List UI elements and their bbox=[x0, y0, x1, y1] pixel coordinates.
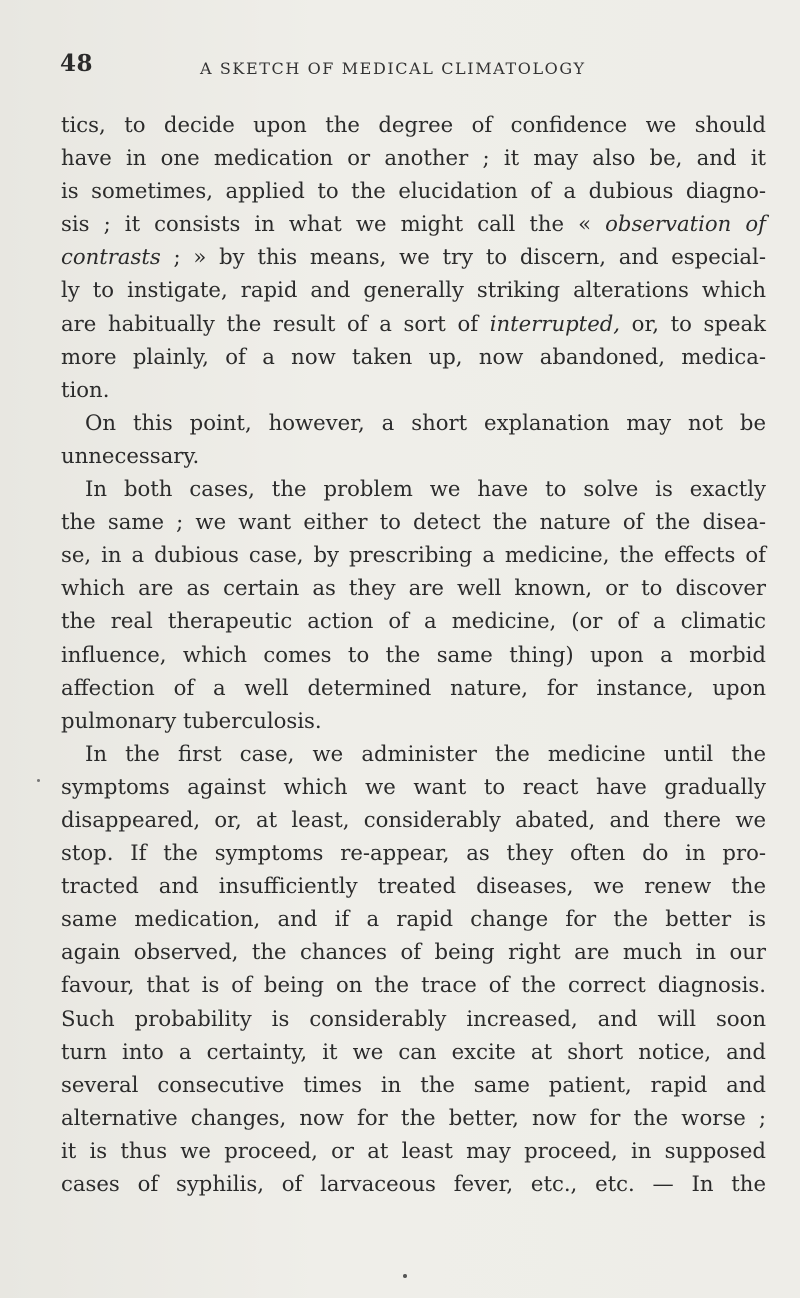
text-line: alternative changes, now for the better, now for the worse ; bbox=[61, 1104, 766, 1130]
text-line: have in one medication or another ; it may also be, and it bbox=[61, 145, 766, 171]
page-header bbox=[60, 50, 760, 90]
text-line: is sometimes, applied to the elucidation of a dubious diagno- bbox=[61, 178, 766, 204]
running-title: A SKETCH OF MEDICAL CLIMATOLOGY bbox=[200, 59, 586, 78]
text-line: same medication, and if a rapid change for the better is bbox=[61, 906, 766, 932]
margin-speck bbox=[37, 779, 40, 782]
text-line: the real therapeutic action of a medicine, (or of a climatic bbox=[61, 608, 766, 634]
text-line: favour, that is of being on the trace of the correct diagnosis. bbox=[61, 972, 766, 998]
text-line: Such probability is considerably increased, and will soon bbox=[61, 1005, 766, 1031]
text-line: turn into a certainty, it we can excite at short notice, and bbox=[61, 1038, 766, 1064]
paragraph-start: On this point, however, a short explanation may not be bbox=[85, 409, 766, 435]
text-line: disappeared, or, at least, considerably abated, and there we bbox=[61, 806, 766, 832]
text-line: sis ; it consists in what we might call the « observation of bbox=[61, 211, 766, 237]
text-line: contrasts ; » by this means, we try to discern, and especial- bbox=[61, 244, 766, 270]
text-line: more plainly, of a now taken up, now abandoned, medica- bbox=[61, 343, 766, 369]
body-text bbox=[61, 108, 766, 1200]
text-line: unnecessary. bbox=[61, 442, 200, 468]
text-line: ly to instigate, rapid and generally striking alterations which bbox=[61, 277, 766, 303]
text-line: again observed, the chances of being right are much in our bbox=[61, 939, 766, 965]
text-line: several consecutive times in the same patient, rapid and bbox=[61, 1071, 766, 1097]
paragraph-start: In both cases, the problem we have to solve is exactly bbox=[85, 476, 766, 502]
text-line: pulmonary tuberculosis. bbox=[61, 707, 322, 733]
text-line: se, in a dubious case, by prescribing a medicine, the effects of bbox=[61, 542, 766, 568]
text-line: tion. bbox=[61, 376, 110, 402]
text-line: stop. If the symptoms re-appear, as they often do in pro- bbox=[61, 840, 766, 866]
text-line: it is thus we proceed, or at least may proceed, in supposed bbox=[61, 1137, 766, 1163]
page-number: 48 bbox=[60, 50, 94, 77]
text-line: are habitually the result of a sort of interrupted, or, to speak bbox=[61, 310, 766, 336]
text-line: the same ; we want either to detect the nature of the disea- bbox=[61, 509, 766, 535]
text-line: affection of a well determined nature, for instance, upon bbox=[61, 674, 766, 700]
text-line: influence, which comes to the same thing) upon a morbid bbox=[61, 641, 766, 667]
text-line: which are as certain as they are well known, or to discover bbox=[61, 575, 766, 601]
text-line: symptoms against which we want to react have gradually bbox=[61, 773, 766, 799]
text-line: cases of syphilis, of larvaceous fever, etc., etc. — In the bbox=[61, 1171, 766, 1196]
paragraph-start: In the first case, we administer the medicine until the bbox=[85, 740, 766, 766]
text-line: tics, to decide upon the degree of confidence we should bbox=[61, 112, 766, 137]
text-line: tracted and insufficiently treated diseases, we renew the bbox=[61, 873, 766, 899]
bottom-dot bbox=[403, 1274, 407, 1278]
